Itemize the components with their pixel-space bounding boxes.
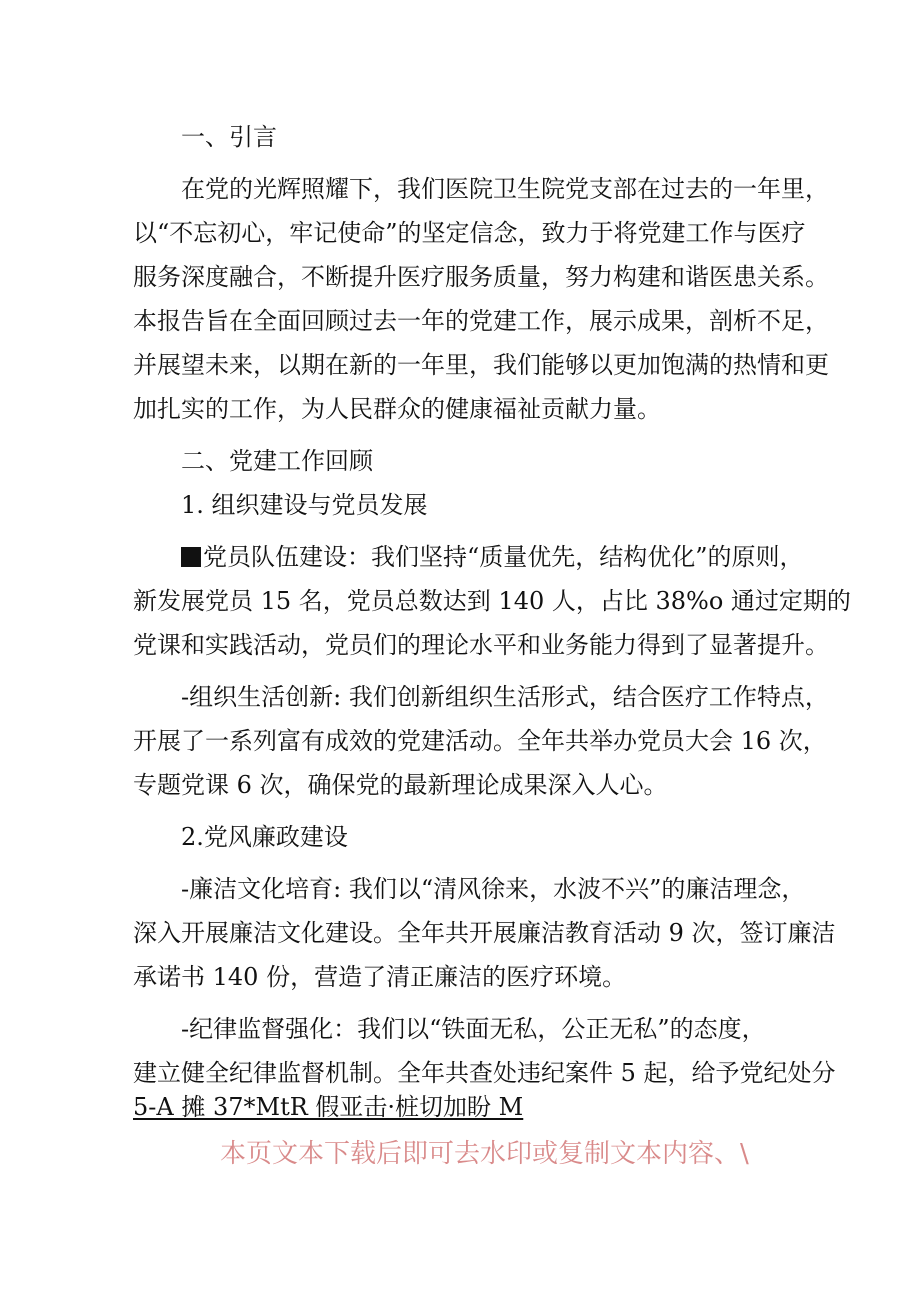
paragraph-line: 本报告旨在全面回顾过去一年的党建工作，展示成果，剖析不足， bbox=[133, 307, 829, 335]
paragraph-line: 服务深度融合，不断提升医疗服务质量，努力构建和谐医患关系。 bbox=[133, 263, 829, 291]
watermark-banner: 本页文本下载后即可去水印或复制文本内容、\ bbox=[220, 1139, 749, 1169]
paragraph-line: 党课和实践活动，党员们的理论水平和业务能力得到了显著提升。 bbox=[133, 631, 829, 659]
paragraph-line: -组织生活创新: 我们创新组织生活形式，结合医疗工作特点， bbox=[181, 683, 829, 711]
square-bullet-icon bbox=[181, 547, 201, 567]
subheading-organization: 1. 组织建设与党员发展 bbox=[181, 491, 428, 519]
bullet-line bbox=[181, 542, 804, 572]
paragraph-line: -廉洁文化培育: 我们以“清风徐来，水波不兴”的廉洁理念， bbox=[181, 875, 806, 903]
paragraph-line: 新发展党员 15 名，党员总数达到 140 人，占比 38%o 通过定期的 bbox=[133, 587, 851, 615]
paragraph-line: 加扎实的工作，为人民群众的健康福祉贡献力量。 bbox=[133, 395, 661, 423]
heading-review: 二、党建工作回顾 bbox=[181, 447, 373, 475]
garbled-text-line: 5-A 摊 37*MtR 假亚击·桩切加盼 M bbox=[133, 1093, 524, 1121]
paragraph-line: 开展了一系列富有成效的党建活动。全年共举办党员大会 16 次， bbox=[133, 727, 827, 755]
paragraph-line: 在党的光辉照耀下，我们医院卫生院党支部在过去的一年里， bbox=[181, 175, 829, 203]
bullet-text: 党员队伍建设：我们坚持“质量优先，结构优化”的原则， bbox=[203, 543, 804, 571]
subheading-integrity: 2.党风廉政建设 bbox=[181, 823, 348, 851]
paragraph-line: 建立健全纪律监督机制。全年共查处违纪案件 5 起，给予党纪处分 bbox=[133, 1059, 836, 1087]
paragraph-line: 深入开展廉洁文化建设。全年共开展廉洁教育活动 9 次，签订廉洁 bbox=[133, 919, 836, 947]
paragraph-line: 以“不忘初心，牢记使命”的坚定信念，致力于将党建工作与医疗 bbox=[133, 219, 806, 247]
paragraph-line: 专题党课 6 次，确保党的最新理论成果深入人心。 bbox=[133, 771, 668, 799]
heading-introduction: 一、引言 bbox=[181, 123, 277, 151]
paragraph-line: 并展望未来，以期在新的一年里，我们能够以更加饱满的热情和更 bbox=[133, 351, 829, 379]
paragraph-line: 承诺书 140 份，营造了清正廉洁的医疗环境。 bbox=[133, 963, 627, 991]
paragraph-line: -纪律监督强化：我们以“铁面无私，公正无私”的态度， bbox=[181, 1015, 766, 1043]
